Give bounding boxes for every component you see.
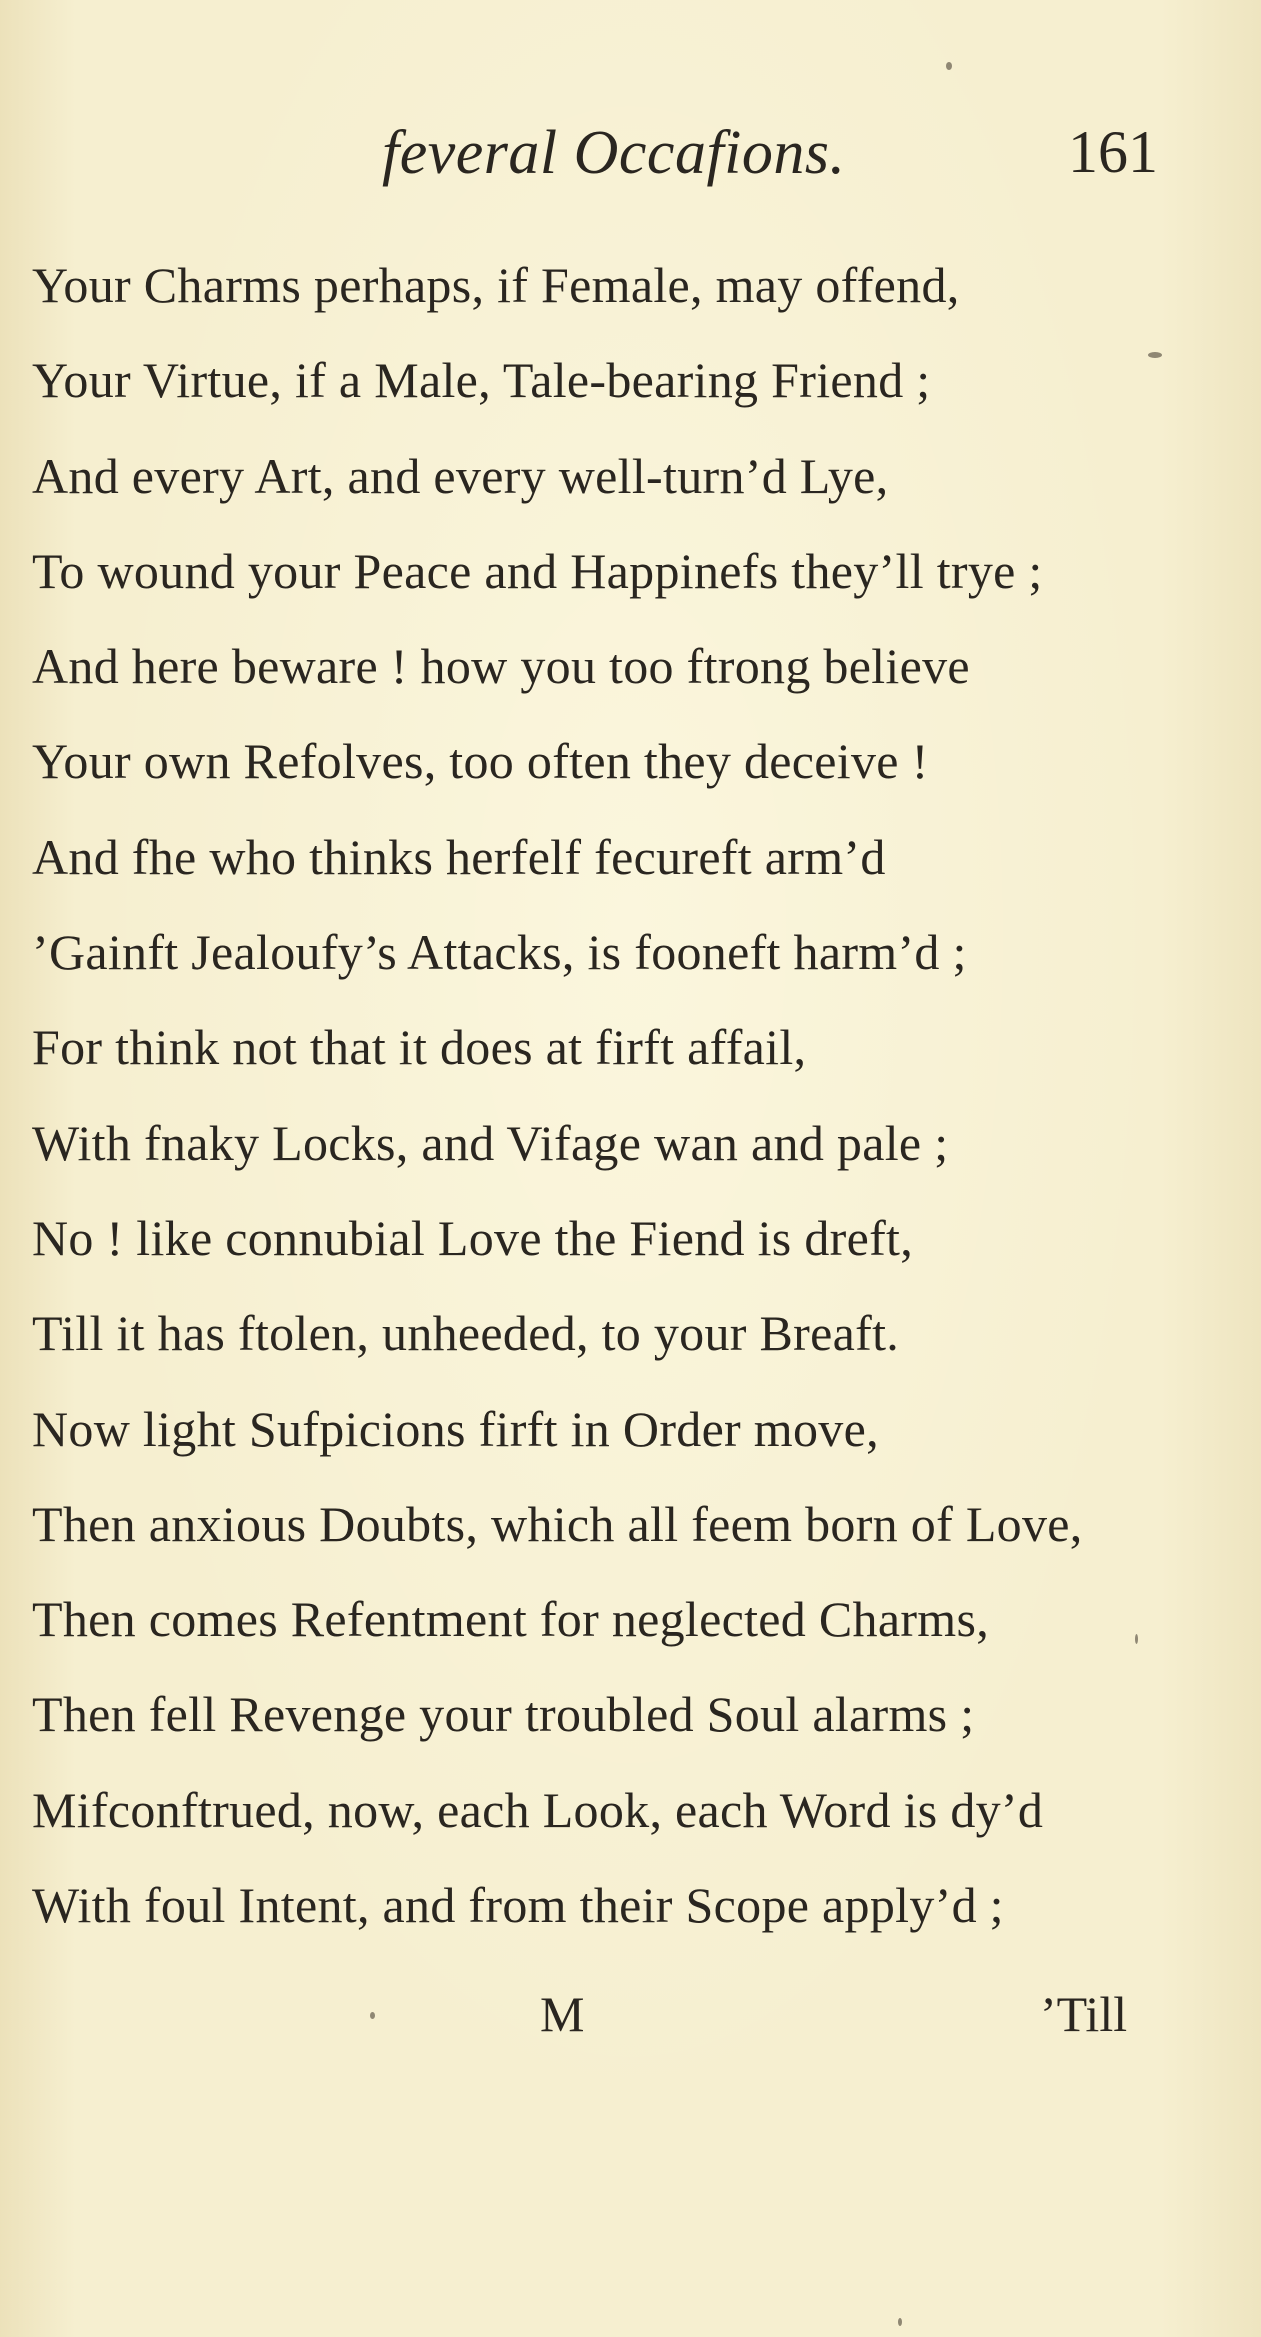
page-number: 161 xyxy=(1068,119,1158,185)
paper-speck xyxy=(370,2012,375,2019)
catchword: ’Till xyxy=(1040,1986,1128,2042)
verse-line: No ! like connubial Love the Fiend is dreft, xyxy=(32,1209,914,1266)
paper-speck xyxy=(946,62,952,70)
paper-speck xyxy=(1135,1634,1138,1644)
verse-block xyxy=(32,238,1212,1953)
paper-speck xyxy=(898,2318,902,2326)
verse-line: Then fell Revenge your troubled Soul alarms ; xyxy=(32,1686,975,1743)
verse-line: ’Gainft Jealoufy’s Attacks, is fooneft harm’d ; xyxy=(32,924,967,981)
verse-line: Then anxious Doubts, which all feem born of Love, xyxy=(32,1495,1083,1552)
verse-line: Till it has ftolen, unheeded, to your Breaft. xyxy=(32,1305,900,1362)
verse-line: Your Virtue, if a Male, Tale-bearing Friend ; xyxy=(32,352,931,409)
verse-line: With fnaky Locks, and Vifage wan and pale ; xyxy=(32,1114,949,1171)
catchline xyxy=(0,1985,1261,2055)
running-title: feveral Occafions. xyxy=(382,119,846,187)
verse-line: Then comes Refentment for neglected Charms, xyxy=(32,1591,990,1648)
verse-line: Your Charms perhaps, if Female, may offend, xyxy=(32,257,960,313)
running-head xyxy=(0,118,1261,208)
verse-line: For think not that it does at firft affail, xyxy=(32,1019,807,1076)
verse-line: To wound your Peace and Happinefs they’ll trye ; xyxy=(32,542,1043,599)
verse-line: Mifconftrued, now, each Look, each Word is dy’d xyxy=(32,1781,1044,1838)
verse-line: Now light Sufpicions firft in Order move, xyxy=(32,1400,879,1457)
verse-line: Your own Refolves, too often they deceive ! xyxy=(32,733,929,790)
verse-line: And here beware ! how you too ftrong believe xyxy=(32,638,970,695)
paper-speck xyxy=(1148,352,1162,358)
signature-mark: M xyxy=(540,1986,585,2042)
verse-line: And every Art, and every well-turn’d Lye, xyxy=(32,447,889,504)
verse-line: And fhe who thinks herfelf fecureft arm’d xyxy=(32,828,886,885)
verse-line: With foul Intent, and from their Scope apply’d ; xyxy=(32,1877,1004,1934)
